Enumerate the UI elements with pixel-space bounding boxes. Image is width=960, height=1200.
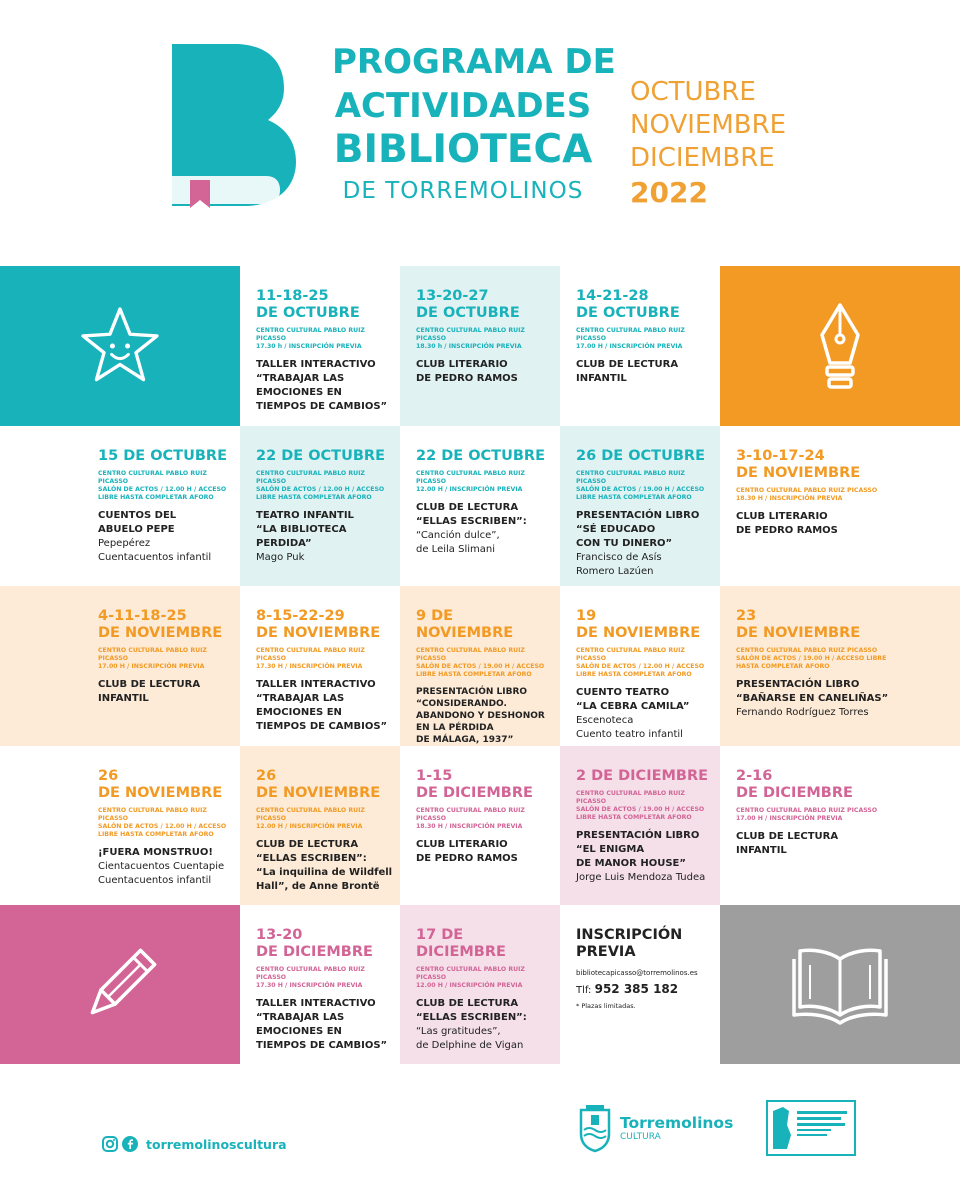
- event-card: [400, 746, 560, 905]
- event-card: [560, 746, 720, 905]
- event-date: 1-15 DE DICIEMBRE: [416, 768, 533, 801]
- instagram-icon[interactable]: [102, 1136, 118, 1152]
- event-info: CENTRO CULTURAL PABLO RUIZ PICASSO 17.00 H / INSCRIPCIÓN PREVIA: [98, 647, 207, 670]
- month-1: OCTUBRE: [630, 77, 756, 107]
- event-title: PRESENTACIÓN LIBRO “EL ENIGMA DE MANOR HOUSE”: [576, 830, 700, 869]
- event-info: CENTRO CULTURAL PABLO RUIZ PICASSO 12.00 H / INSCRIPCIÓN PREVIA: [416, 966, 525, 989]
- event-card: [720, 746, 960, 905]
- event-card: [720, 586, 960, 746]
- event-card: [0, 426, 240, 586]
- fountain-pen-icon: [810, 301, 870, 391]
- event-card: [560, 586, 720, 746]
- biblioteca-b-logo: [168, 40, 298, 210]
- icon-cell-pencil: [0, 905, 240, 1064]
- event-description: Fernando Rodríguez Torres: [736, 707, 869, 718]
- event-card: [240, 905, 400, 1064]
- open-book-icon: [790, 943, 890, 1027]
- title-line-2: ACTIVIDADES: [334, 86, 592, 126]
- event-info: CENTRO CULTURAL PABLO RUIZ PICASSO 17.30 H / INSCRIPCIÓN PREVIA: [256, 966, 365, 989]
- event-date: 26 DE OCTUBRE: [576, 448, 705, 464]
- event-title: TALLER INTERACTIVO “TRABAJAR LAS EMOCIONES EN TIEMPOS DE CAMBIOS”: [256, 998, 388, 1051]
- event-description: “Canción dulce”, de Leila Slimani: [416, 530, 500, 555]
- event-description: Pepepérez Cuentacuentos infantil: [98, 538, 212, 563]
- event-info: CENTRO CULTURAL PABLO RUIZ PICASSO SALÓN DE ACTOS / 19.00 H / ACCESO LIBRE HASTA COMPLETAR AFORO: [416, 647, 545, 678]
- event-card: [240, 586, 400, 746]
- event-card: [400, 586, 560, 746]
- event-title: CUENTOS DEL ABUELO PEPE: [98, 510, 177, 535]
- event-info: CENTRO CULTURAL PABLO RUIZ PICASSO 18.30 H / INSCRIPCIÓN PREVIA: [736, 487, 878, 502]
- event-info: CENTRO CULTURAL PABLO RUIZ PICASSO SALÓN DE ACTOS / 12.00 H / ACCESO LIBRE HASTA COMPLETAR AFORO: [576, 647, 705, 678]
- event-info: CENTRO CULTURAL PABLO RUIZ PICASSO 18.30 H / INSCRIPCIÓN PREVIA: [416, 807, 525, 830]
- title-subtitle: DE TORREMOLINOS: [342, 178, 584, 204]
- title-line-3: BIBLIOTECA: [333, 127, 593, 172]
- event-info: CENTRO CULTURAL PABLO RUIZ PICASSO 12.00 H / INSCRIPCIÓN PREVIA: [416, 470, 525, 493]
- event-title: PRESENTACIÓN LIBRO “CONSIDERANDO. ABANDONO Y DESHONOR EN LA PÉRDIDA DE MÁLAGA, 1937”: [416, 687, 545, 745]
- event-title: ¡FUERA MONSTRUO!: [98, 847, 213, 858]
- social-handle[interactable]: torremolinoscultura: [146, 1136, 287, 1152]
- brand-name: Torremolinos: [620, 1113, 734, 1132]
- event-card: [400, 426, 560, 586]
- event-date: 3-10-17-24 DE NOVIEMBRE: [736, 448, 861, 481]
- event-date: 22 DE OCTUBRE: [416, 448, 545, 464]
- facebook-icon[interactable]: [122, 1136, 138, 1152]
- event-card: [240, 426, 400, 586]
- event-title: CLUB DE LECTURA “ELLAS ESCRIBEN”: “La inquilina de Wildfell Hall”, de Anne Brontë: [256, 839, 393, 892]
- phone-label: Tlf:: [576, 985, 592, 996]
- event-date: 17 DE DICIEMBRE: [416, 927, 506, 960]
- event-description: Cientacuentos Cuentapie Cuentacuentos infantil: [98, 861, 225, 886]
- event-title: CLUB DE LECTURA INFANTIL: [98, 679, 201, 704]
- event-info: CENTRO CULTURAL PABLO RUIZ PICASSO SALÓN DE ACTOS / 19.00 H / ACCESO LIBRE HASTA COMPLETAR AFORO: [576, 470, 705, 501]
- event-date: 8-15-22-29 DE NOVIEMBRE: [256, 608, 381, 641]
- event-info: CENTRO CULTURAL PABLO RUIZ PICASSO 12.00 H / INSCRIPCIÓN PREVIA: [256, 807, 365, 830]
- event-title: CLUB DE LECTURA INFANTIL: [736, 831, 839, 856]
- event-grid: [0, 266, 960, 1064]
- event-card: [560, 266, 720, 426]
- event-card: [0, 586, 240, 746]
- event-card: [240, 266, 400, 426]
- event-date: 13-20-27 DE OCTUBRE: [416, 288, 520, 321]
- event-info: CENTRO CULTURAL PABLO RUIZ PICASSO SALÓN DE ACTOS / 12.00 H / ACCESO LIBRE HASTA COMPLETAR AFORO: [98, 470, 227, 501]
- event-date: 22 DE OCTUBRE: [256, 448, 385, 464]
- months-block: [630, 76, 786, 211]
- inscription-email[interactable]: bibliotecapicasso@torremolinos.es: [576, 969, 698, 977]
- inscription-note: * Plazas limitadas.: [576, 1002, 636, 1010]
- event-info: CENTRO CULTURAL PABLO RUIZ PICASSO SALÓN DE ACTOS / 12.00 H / ACCESO LIBRE HASTA COMPLETAR AFORO: [256, 470, 385, 501]
- event-card: [240, 746, 400, 905]
- event-card: [0, 746, 240, 905]
- event-date: 11-18-25 DE OCTUBRE: [256, 288, 360, 321]
- event-card: [400, 266, 560, 426]
- event-date: 13-20 DE DICIEMBRE: [256, 927, 373, 960]
- event-info: CENTRO CULTURAL PABLO RUIZ PICASSO 17.00 H / INSCRIPCIÓN PREVIA: [736, 807, 878, 822]
- event-title: CLUB DE LECTURA INFANTIL: [576, 359, 679, 384]
- torremolinos-shield-icon: [578, 1104, 612, 1152]
- event-description: Mago Puk: [256, 552, 305, 563]
- library-logo: [767, 1101, 855, 1155]
- event-title: PRESENTACIÓN LIBRO “BAÑARSE EN CANELIÑAS”: [736, 679, 889, 704]
- event-info: CENTRO CULTURAL PABLO RUIZ PICASSO SALÓN DE ACTOS / 19.00 H / ACCESO LIBRE HASTA COMPLETAR AFORO: [736, 647, 887, 670]
- event-title: PRESENTACIÓN LIBRO “SÉ EDUCADO CON TU DINERO”: [576, 510, 700, 549]
- event-date: 14-21-28 DE OCTUBRE: [576, 288, 680, 321]
- year: 2022: [630, 176, 708, 209]
- event-date: 2 DE DICIEMBRE: [576, 768, 709, 784]
- event-title: TALLER INTERACTIVO “TRABAJAR LAS EMOCIONES EN TIEMPOS DE CAMBIOS”: [256, 359, 388, 412]
- event-info: CENTRO CULTURAL PABLO RUIZ PICASSO 17.00 H / INSCRIPCIÓN PREVIA: [576, 327, 685, 350]
- event-description: Francisco de Asís Romero Lazúen: [576, 552, 662, 577]
- event-title: CLUB DE LECTURA “ELLAS ESCRIBEN”:: [416, 998, 527, 1023]
- phone-number[interactable]: 952 385 182: [594, 982, 679, 996]
- event-description: Jorge Luis Mendoza Tudea: [576, 872, 706, 883]
- social-footer: [102, 1136, 287, 1152]
- star-icon: [78, 304, 162, 388]
- event-title: TALLER INTERACTIVO “TRABAJAR LAS EMOCIONES EN TIEMPOS DE CAMBIOS”: [256, 679, 388, 732]
- event-card: [400, 905, 560, 1064]
- month-2: NOVIEMBRE: [630, 110, 787, 140]
- brand-sub: CULTURA: [620, 1131, 661, 1142]
- event-title: CLUB LITERARIO DE PEDRO RAMOS: [736, 511, 838, 536]
- title-block: [332, 40, 616, 206]
- event-card: [720, 426, 960, 586]
- event-date: 19 DE NOVIEMBRE: [576, 608, 701, 641]
- event-info: CENTRO CULTURAL PABLO RUIZ PICASSO 17.30 h / INSCRIPCIÓN PREVIA: [256, 327, 365, 350]
- event-card: [560, 426, 720, 586]
- event-description: “Las gratitudes”, de Delphine de Vigan: [416, 1026, 524, 1051]
- inscription-title: INSCRIPCIÓN PREVIA: [576, 927, 683, 960]
- event-info: CENTRO CULTURAL PABLO RUIZ PICASSO SALÓN DE ACTOS / 12.00 H / ACCESO LIBRE HASTA COMPLETAR AFORO: [98, 807, 227, 838]
- event-title: CLUB LITERARIO DE PEDRO RAMOS: [416, 839, 518, 864]
- event-date: 26 DE NOVIEMBRE: [98, 768, 223, 801]
- event-info: CENTRO CULTURAL PABLO RUIZ PICASSO 18.30 h / INSCRIPCIÓN PREVIA: [416, 327, 525, 350]
- event-info: CENTRO CULTURAL PABLO RUIZ PICASSO 17.30 H / INSCRIPCIÓN PREVIA: [256, 647, 365, 670]
- month-3: DICIEMBRE: [630, 143, 775, 173]
- icon-cell-star: [0, 266, 240, 426]
- icon-cell-pen: [720, 266, 960, 426]
- inscription-phone-row: [576, 982, 714, 996]
- event-date: 2-16 DE DICIEMBRE: [736, 768, 853, 801]
- title-line-1: PROGRAMA DE: [332, 42, 616, 82]
- event-title: CUENTO TEATRO “LA CEBRA CAMILA”: [576, 687, 690, 712]
- event-info: CENTRO CULTURAL PABLO RUIZ PICASSO SALÓN DE ACTOS / 19.00 H / ACCESO LIBRE HASTA COMPLETAR AFORO: [576, 790, 705, 821]
- pencil-icon: [75, 940, 165, 1030]
- event-date: 26 DE NOVIEMBRE: [256, 768, 381, 801]
- event-date: 4-11-18-25 DE NOVIEMBRE: [98, 608, 223, 641]
- icon-cell-book: [720, 905, 960, 1064]
- inscription-card: [560, 905, 720, 1064]
- event-date: 15 DE OCTUBRE: [98, 448, 227, 464]
- event-description: Escenoteca Cuento teatro infantil: [576, 715, 683, 740]
- torremolinos-brand: [578, 1104, 733, 1152]
- event-title: CLUB DE LECTURA “ELLAS ESCRIBEN”:: [416, 502, 527, 527]
- event-date: 9 DE NOVIEMBRE: [416, 608, 514, 641]
- event-title: CLUB LITERARIO DE PEDRO RAMOS: [416, 359, 518, 384]
- event-date: 23 DE NOVIEMBRE: [736, 608, 861, 641]
- event-title: TEATRO INFANTIL “LA BIBLIOTECA PERDIDA”: [256, 510, 354, 549]
